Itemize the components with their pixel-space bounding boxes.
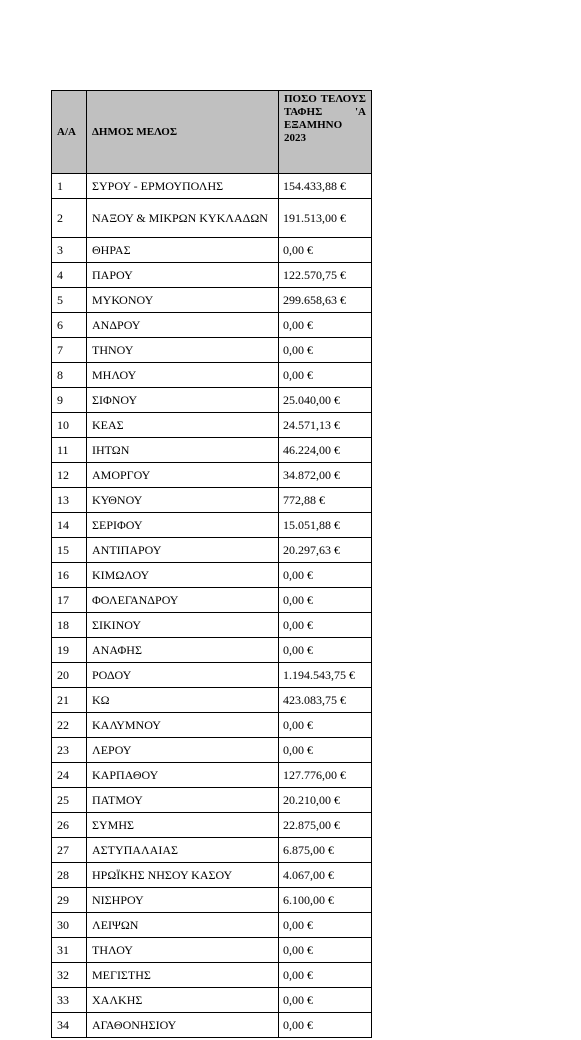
table-row [52,988,372,1013]
table-row [52,174,372,199]
row-municipality: ΤΗΝΟΥ [87,338,279,363]
table-row [52,738,372,763]
header-row [52,91,372,174]
row-amount: 0,00 € [279,638,372,663]
row-amount: 1.194.543,75 € [279,663,372,688]
row-amount: 191.513,00 € [279,199,372,238]
table-row [52,363,372,388]
row-municipality: ΛΕΙΨΩΝ [87,913,279,938]
row-municipality: ΣΥΜΗΣ [87,813,279,838]
row-index: 33 [52,988,87,1013]
burial-fee-table [51,90,372,1038]
row-municipality: ΘΗΡΑΣ [87,238,279,263]
row-index: 20 [52,663,87,688]
table-row [52,513,372,538]
row-municipality: ΑΝΤΙΠΑΡΟΥ [87,538,279,563]
row-amount: 0,00 € [279,238,372,263]
row-municipality: ΚΙΜΩΛΟΥ [87,563,279,588]
row-index: 32 [52,963,87,988]
row-municipality: ΝΙΣΗΡΟΥ [87,888,279,913]
row-amount: 0,00 € [279,938,372,963]
row-index: 8 [52,363,87,388]
row-amount: 0,00 € [279,913,372,938]
row-index: 23 [52,738,87,763]
row-amount: 0,00 € [279,613,372,638]
row-municipality: ΤΗΛΟΥ [87,938,279,963]
row-amount: 0,00 € [279,738,372,763]
table-row [52,613,372,638]
row-index: 30 [52,913,87,938]
row-municipality: ΚΥΘΝΟΥ [87,488,279,513]
row-amount: 24.571,13 € [279,413,372,438]
row-index: 3 [52,238,87,263]
table-row [52,938,372,963]
row-index: 14 [52,513,87,538]
table-row [52,588,372,613]
table-row [52,463,372,488]
row-index: 12 [52,463,87,488]
table-row [52,388,372,413]
row-amount: 0,00 € [279,963,372,988]
row-index: 15 [52,538,87,563]
row-municipality: ΦΟΛΕΓΑΝΔΡΟΥ [87,588,279,613]
table-row [52,638,372,663]
row-index: 17 [52,588,87,613]
table-row [52,413,372,438]
row-municipality: ΜΕΓΙΣΤΗΣ [87,963,279,988]
table-row [52,538,372,563]
row-amount: 15.051,88 € [279,513,372,538]
row-municipality: ΚΕΑΣ [87,413,279,438]
table-row [52,888,372,913]
row-amount: 0,00 € [279,338,372,363]
row-amount: 20.210,00 € [279,788,372,813]
table-row [52,313,372,338]
table-row [52,438,372,463]
table-row [52,838,372,863]
table-row [52,338,372,363]
table-row [52,863,372,888]
row-municipality: ΜΥΚΟΝΟΥ [87,288,279,313]
row-municipality: ΧΑΛΚΗΣ [87,988,279,1013]
row-amount: 154.433,88 € [279,174,372,199]
table-row [52,238,372,263]
row-amount: 299.658,63 € [279,288,372,313]
table-row [52,288,372,313]
row-municipality: ΑΓΑΘΟΝΗΣΙΟΥ [87,1013,279,1038]
row-index: 26 [52,813,87,838]
table-row [52,713,372,738]
row-index: 5 [52,288,87,313]
row-municipality: ΑΝΔΡΟΥ [87,313,279,338]
row-municipality: ΚΑΛΥΜΝΟΥ [87,713,279,738]
row-municipality: ΣΕΡΙΦΟΥ [87,513,279,538]
table-row [52,663,372,688]
table-body [52,174,372,1038]
row-amount: 423.083,75 € [279,688,372,713]
row-index: 11 [52,438,87,463]
table-header [52,91,372,174]
row-municipality: ΑΜΟΡΓΟΥ [87,463,279,488]
table-row [52,963,372,988]
row-index: 1 [52,174,87,199]
row-amount: 46.224,00 € [279,438,372,463]
row-amount: 0,00 € [279,588,372,613]
row-municipality: ΑΣΤΥΠΑΛΑΙΑΣ [87,838,279,863]
row-index: 16 [52,563,87,588]
row-municipality: ΜΗΛΟΥ [87,363,279,388]
row-index: 18 [52,613,87,638]
table-row [52,199,372,238]
row-index: 25 [52,788,87,813]
row-amount: 34.872,00 € [279,463,372,488]
table-row [52,788,372,813]
row-index: 9 [52,388,87,413]
row-index: 4 [52,263,87,288]
row-index: 29 [52,888,87,913]
table-row [52,763,372,788]
row-municipality: ΑΝΑΦΗΣ [87,638,279,663]
row-index: 31 [52,938,87,963]
table-row [52,563,372,588]
row-amount: 0,00 € [279,563,372,588]
row-amount: 4.067,00 € [279,863,372,888]
row-amount: 127.776,00 € [279,763,372,788]
row-amount: 6.875,00 € [279,838,372,863]
row-municipality: ΛΕΡΟΥ [87,738,279,763]
row-index: 6 [52,313,87,338]
row-amount: 0,00 € [279,713,372,738]
table-row [52,488,372,513]
row-amount: 6.100,00 € [279,888,372,913]
row-index: 34 [52,1013,87,1038]
row-municipality: ΣΥΡΟΥ - ΕΡΜΟΥΠΟΛΗΣ [87,174,279,199]
row-index: 21 [52,688,87,713]
row-municipality: ΙΗΤΩΝ [87,438,279,463]
header-index: Α/Α [52,91,87,174]
row-municipality: ΣΙΦΝΟΥ [87,388,279,413]
header-amount: ΠΟΣΟ ΤΕΛΟΥΣ ΤΑΦΗΣ 'Α ΕΞΑΜΗΝΟ 2023 [279,91,372,174]
table-row [52,263,372,288]
row-index: 22 [52,713,87,738]
row-amount: 0,00 € [279,988,372,1013]
row-amount: 122.570,75 € [279,263,372,288]
row-municipality: ΚΩ [87,688,279,713]
row-municipality: ΗΡΩΪΚΗΣ ΝΗΣΟΥ ΚΑΣΟΥ [87,863,279,888]
row-index: 27 [52,838,87,863]
row-index: 28 [52,863,87,888]
header-municipality: ΔΗΜΟΣ ΜΕΛΟΣ [87,91,279,174]
row-amount: 0,00 € [279,1013,372,1038]
row-amount: 25.040,00 € [279,388,372,413]
row-index: 13 [52,488,87,513]
table-row [52,813,372,838]
row-municipality: ΝΑΞΟΥ & ΜΙΚΡΩΝ ΚΥΚΛΑΔΩΝ [87,199,279,238]
row-index: 24 [52,763,87,788]
row-municipality: ΠΑΤΜΟΥ [87,788,279,813]
row-amount: 20.297,63 € [279,538,372,563]
row-municipality: ΚΑΡΠΑΘΟΥ [87,763,279,788]
table-row [52,688,372,713]
table-row [52,913,372,938]
row-municipality: ΡΟΔΟΥ [87,663,279,688]
row-amount: 22.875,00 € [279,813,372,838]
row-index: 10 [52,413,87,438]
row-index: 7 [52,338,87,363]
row-municipality: ΠΑΡΟΥ [87,263,279,288]
row-amount: 0,00 € [279,363,372,388]
row-amount: 0,00 € [279,313,372,338]
row-index: 2 [52,199,87,238]
table-row [52,1013,372,1038]
row-amount: 772,88 € [279,488,372,513]
row-index: 19 [52,638,87,663]
row-municipality: ΣΙΚΙΝΟΥ [87,613,279,638]
